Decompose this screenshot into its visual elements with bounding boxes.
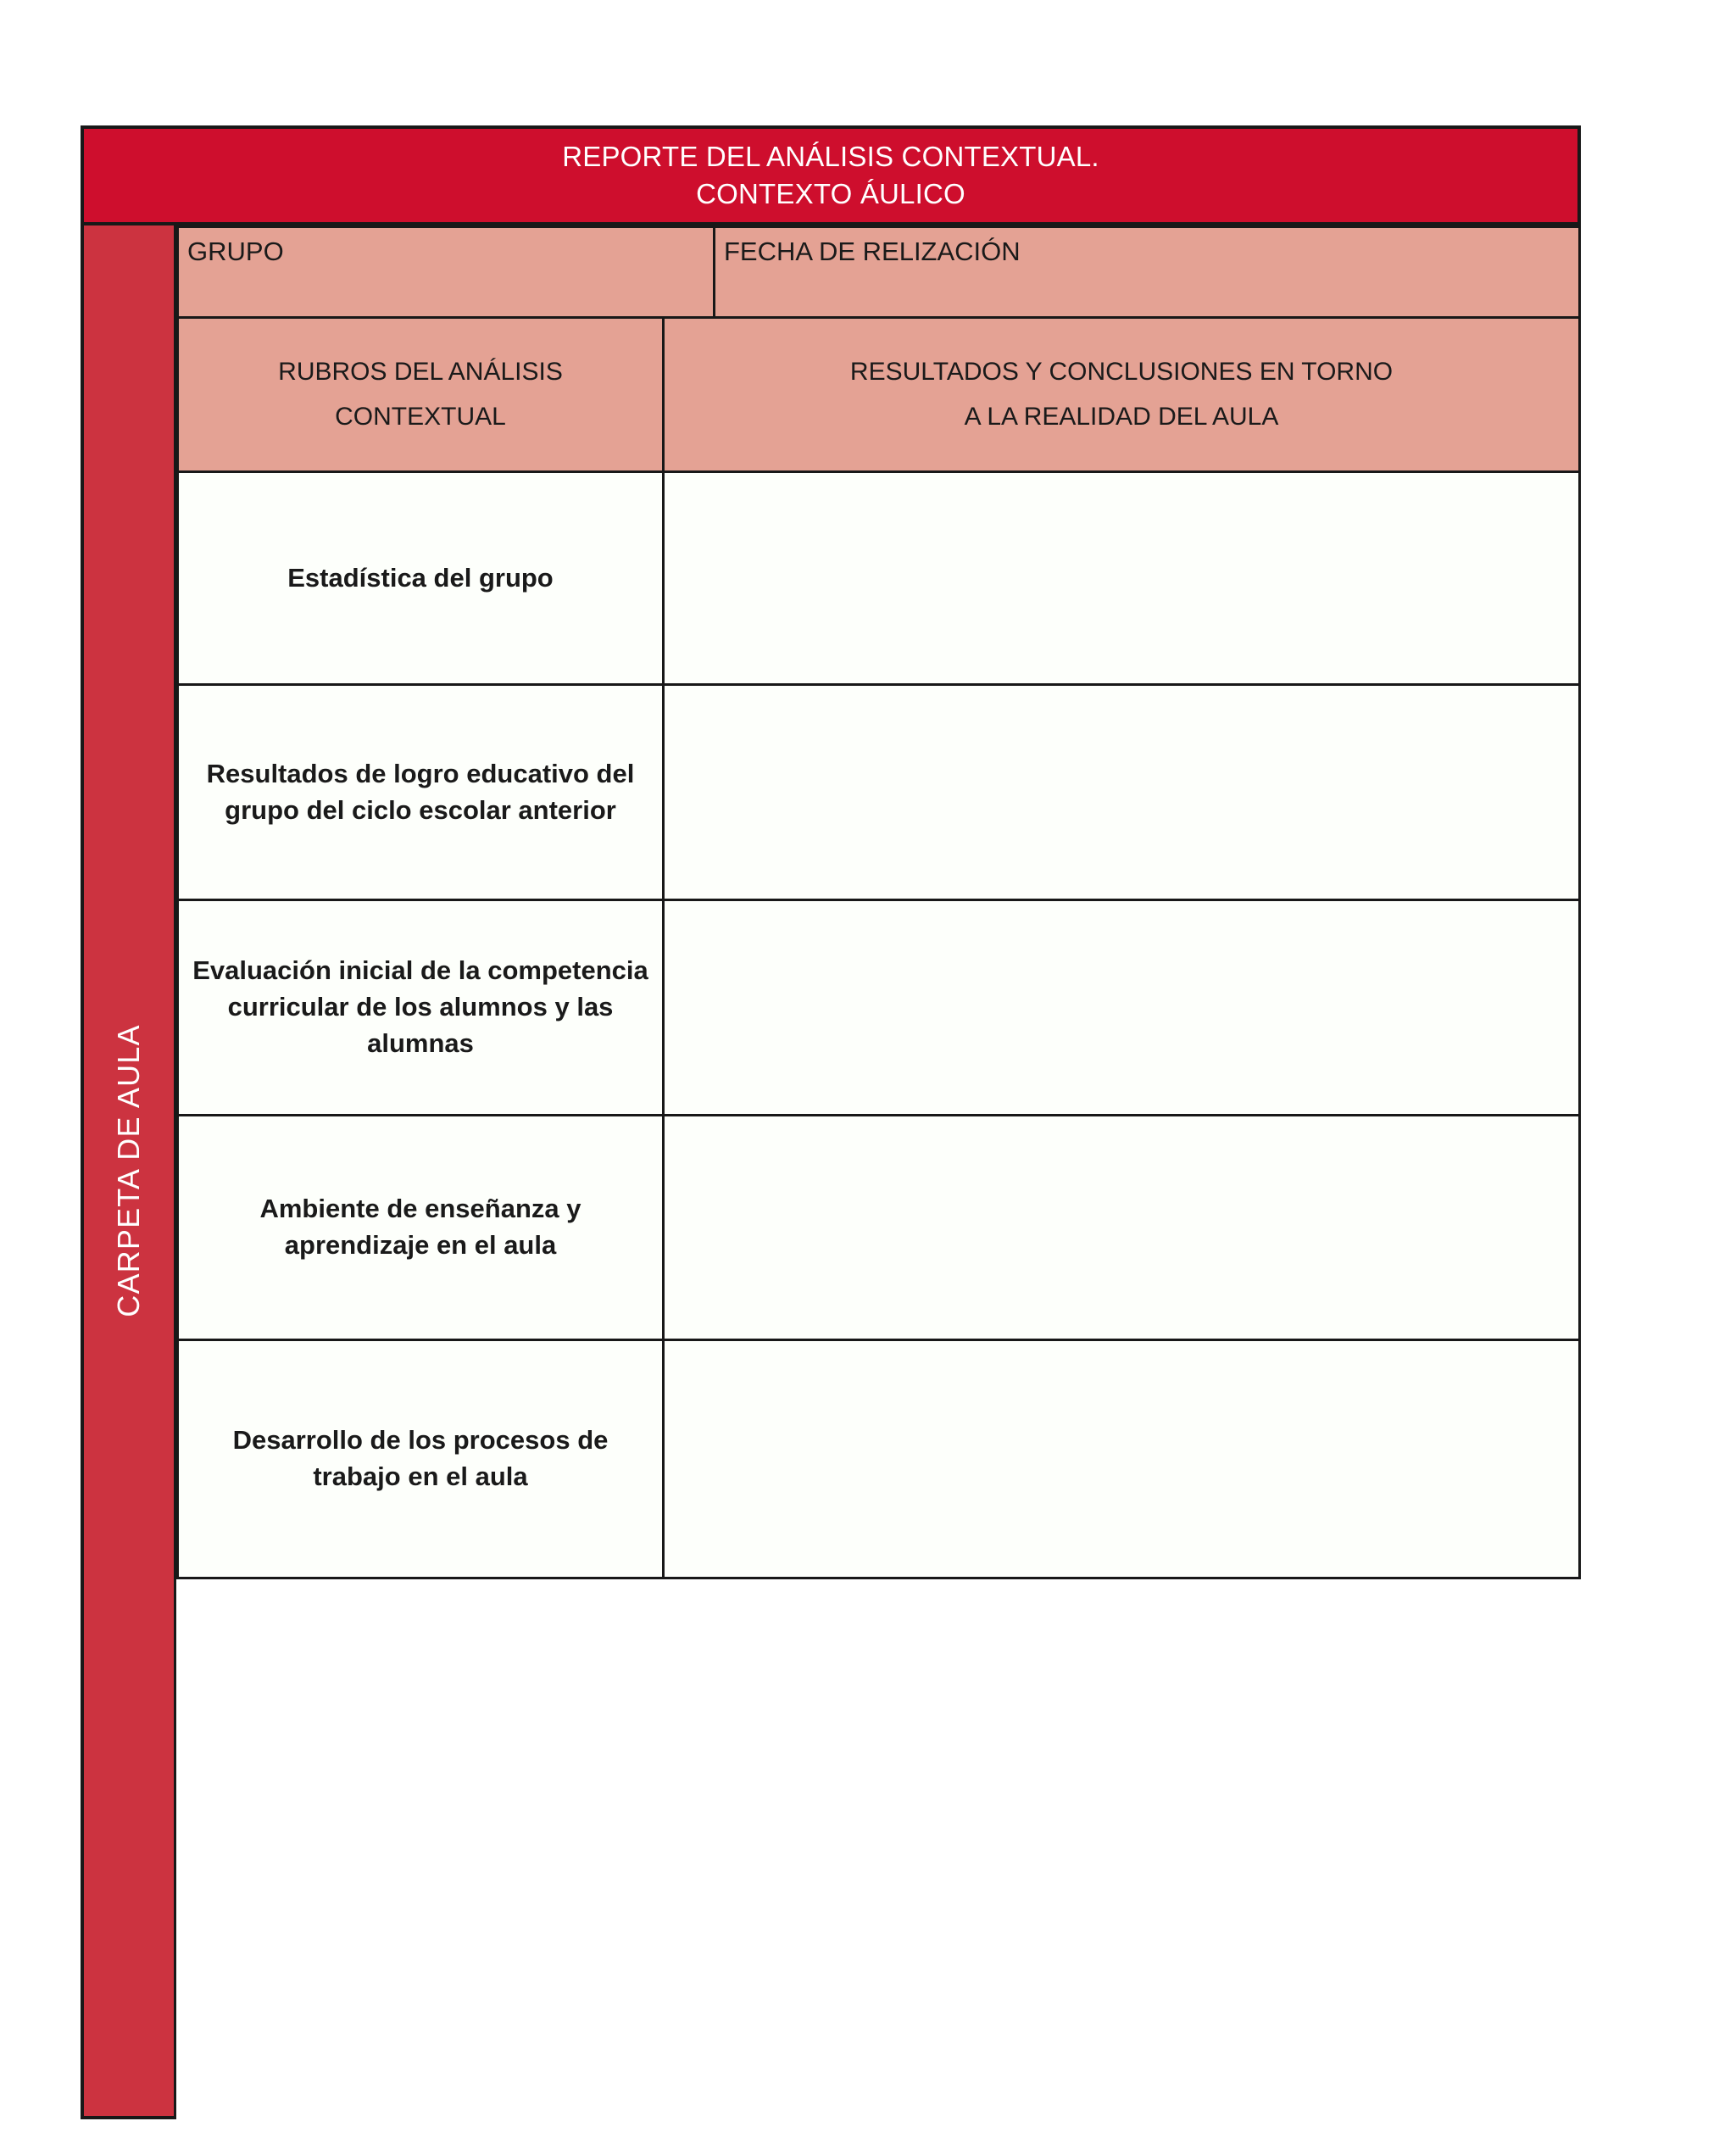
row-response-resultados-de-logro[interactable]	[662, 683, 1581, 901]
row-response-evaluacion-inicial[interactable]	[662, 899, 1581, 1116]
column-header-rubros-line-2: CONTEXTUAL	[335, 402, 506, 431]
fecha-field-cell[interactable]	[713, 225, 1581, 319]
row-label-desarrollo-de-procesos	[176, 1339, 665, 1579]
row-label-ambiente-de-ensenanza	[176, 1114, 665, 1341]
row-response-estadistica-del-grupo[interactable]	[662, 470, 1581, 686]
row-label-estadistica-del-grupo	[176, 470, 665, 686]
form-grid	[176, 225, 1581, 2119]
report-title-line-1: REPORTE DEL ANÁLISIS CONTEXTUAL.	[562, 140, 1099, 172]
row-label-text: Estadística del grupo	[287, 562, 554, 593]
column-header-rubros	[176, 316, 665, 473]
column-header-resultados-line-1: RESULTADOS Y CONCLUSIONES EN TORNO	[849, 358, 1394, 386]
row-label-text: Evaluación inicial de la competencia curricular de los alumnos y las alumnas	[192, 955, 648, 1058]
row-response-desarrollo-de-procesos[interactable]	[662, 1339, 1581, 1579]
contextual-analysis-report-table	[81, 125, 1581, 2119]
spine-label: CARPETA DE AULA	[111, 1024, 146, 1317]
grupo-field-label: GRUPO	[187, 237, 284, 266]
row-label-resultados-de-logro	[176, 683, 665, 901]
column-header-rubros-line-1: RUBROS DEL ANÁLISIS	[278, 358, 563, 386]
row-label-text: Ambiente de enseñanza y aprendizaje en el aula	[259, 1194, 581, 1260]
column-header-resultados-line-2: A LA REALIDAD DEL AULA	[964, 402, 1279, 431]
carpeta-de-aula-spine	[81, 225, 176, 2119]
report-title-banner	[81, 125, 1581, 225]
row-label-evaluacion-inicial	[176, 899, 665, 1116]
grupo-field-cell[interactable]	[176, 225, 715, 319]
row-label-text: Desarrollo de los procesos de trabajo en el aula	[232, 1425, 609, 1491]
row-response-ambiente-de-ensenanza[interactable]	[662, 1114, 1581, 1341]
fecha-field-label: FECHA DE RELIZACIÓN	[724, 237, 1021, 266]
column-header-resultados	[662, 316, 1581, 473]
report-title-line-2: CONTEXTO ÁULICO	[696, 178, 965, 209]
row-label-text: Resultados de logro educativo del grupo del ciclo escolar anterior	[206, 758, 635, 825]
